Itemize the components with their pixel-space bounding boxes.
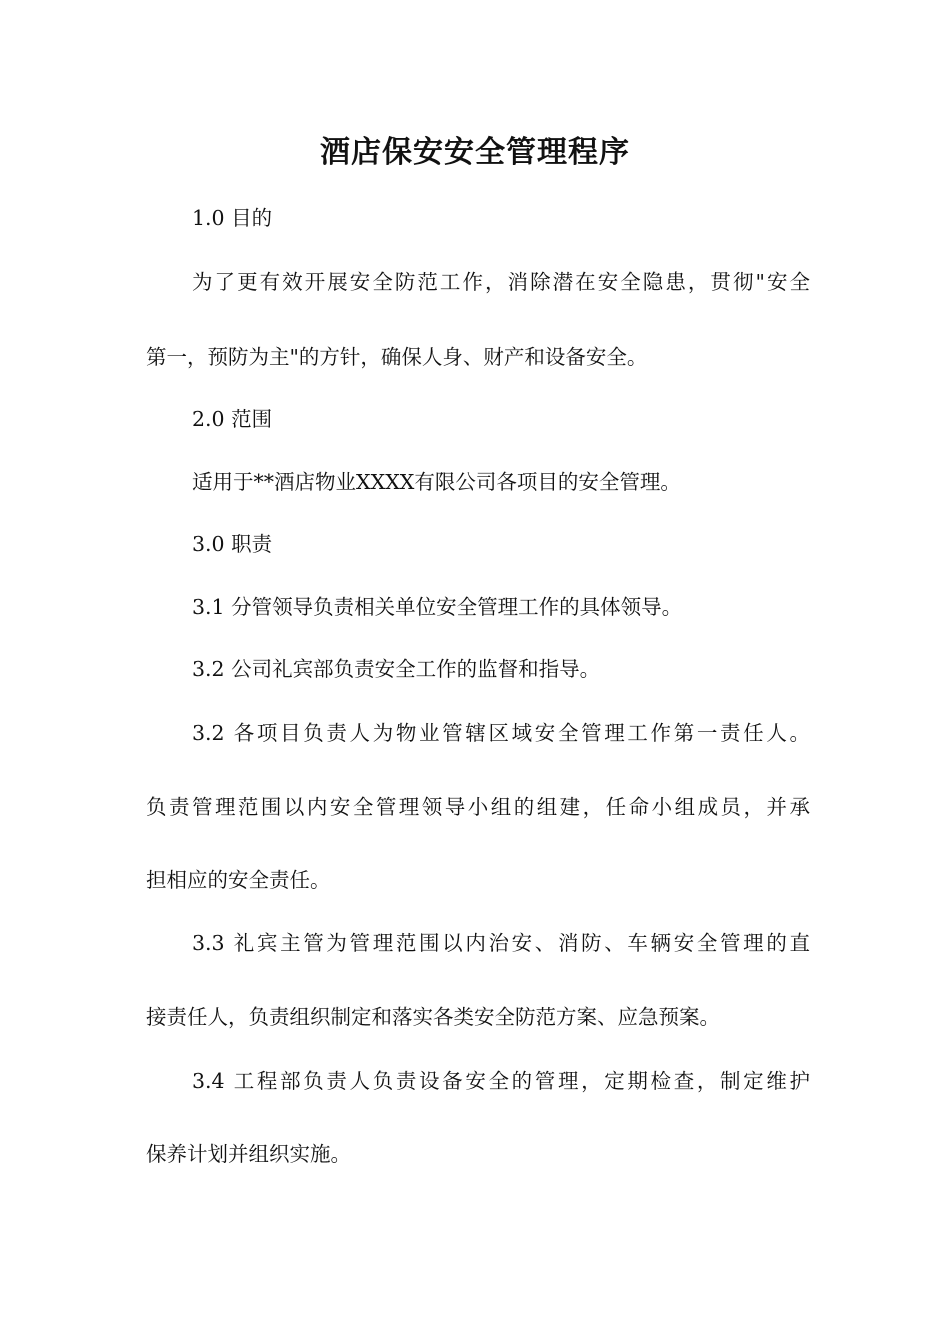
section-heading-scope: 2.0 范围 [192, 407, 273, 431]
paragraph-line: 3.3 礼宾主管为管理范围以内治安、消防、车辆安全管理的直 [192, 931, 810, 955]
paragraph-line: 3.2 各项目负责人为物业管辖区域安全管理工作第一责任人。 [192, 721, 810, 745]
paragraph-line: 保养计划并组织实施。 [146, 1142, 351, 1166]
paragraph-line: 3.4 工程部负责人负责设备安全的管理，定期检查，制定维护 [192, 1069, 810, 1093]
paragraph-line: 第一，预防为主"的方针，确保人身、财产和设备安全。 [146, 345, 648, 369]
paragraph-line: 为了更有效开展安全防范工作，消除潜在安全隐患，贯彻"安全 [192, 270, 810, 294]
section-heading-duties: 3.0 职责 [192, 532, 273, 556]
paragraph-line: 适用于**酒店物业XXXX有限公司各项目的安全管理。 [192, 470, 681, 494]
document-title: 酒店保安安全管理程序 [320, 135, 630, 170]
section-heading-purpose: 1.0 目的 [192, 206, 273, 230]
paragraph-line: 负责管理范围以内安全管理领导小组的组建，任命小组成员，并承 [146, 795, 810, 819]
paragraph-line: 3.2 公司礼宾部负责安全工作的监督和指导。 [192, 657, 601, 681]
paragraph-line: 3.1 分管领导负责相关单位安全管理工作的具体领导。 [192, 595, 683, 619]
paragraph-line: 担相应的安全责任。 [146, 868, 331, 892]
paragraph-line: 接责任人，负责组织制定和落实各类安全防范方案、应急预案。 [146, 1005, 720, 1029]
